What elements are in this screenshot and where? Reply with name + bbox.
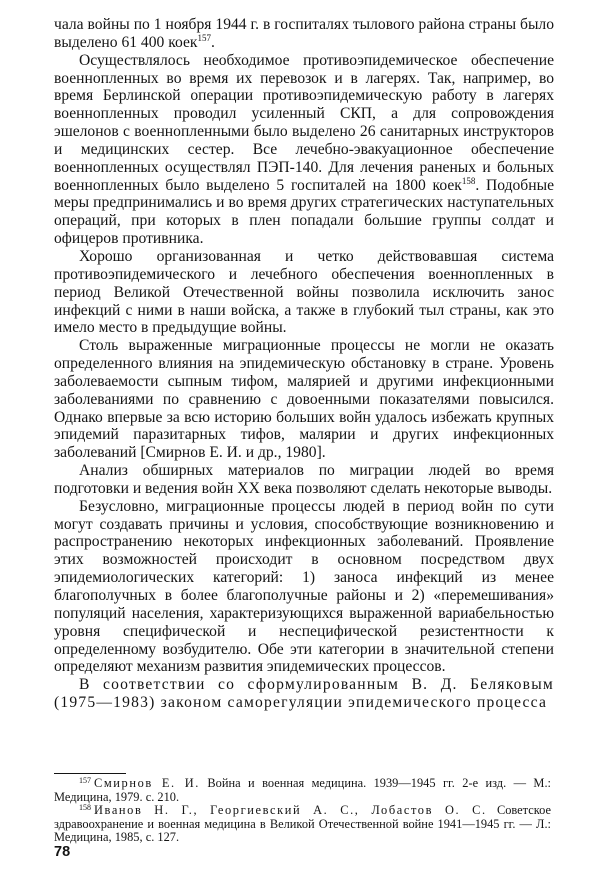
paragraph-1 xyxy=(54,16,554,52)
paragraph-2 xyxy=(54,52,554,248)
paragraph-1-text: чала войны по 1 ноября 1944 г. в госпиталях тылового района страны было выделено 61 400 коек xyxy=(54,16,554,51)
footnote-158 xyxy=(54,804,551,845)
footnote-number: 158 xyxy=(79,803,91,813)
paragraph-3: Хорошо организованная и четко действовавшая система противоэпидемического и лечебного обеспечения военнопленных в период Великой Отечественной войны позволила исключить занос инфекций с ними в наши войска, а также в глубокий тыл страны, как это имело место в предыдущие войны. xyxy=(54,247,554,337)
main-text xyxy=(54,16,554,712)
footnote-divider xyxy=(54,773,126,774)
footnote-157 xyxy=(54,777,551,804)
paragraph-2-text-a: Осуществлялось необходимое противоэпидемическое обеспечение военнопленных во время их перевозок и в лагерях. Так, например, во время Берлинской операции противоэпидемическую работу в лагерях военнопленных проводил усиленный СКП, а для сопровождения эшелонов с военнопленными было выделено 26 санитарных инструкторов и медицинских сестер. Все лечебно-эвакуационное обеспечение военнопленных осуществлял ПЭП-140. Для лечения раненых и больных военнопленных было выделено 5 госпиталей на 1800 коек xyxy=(54,51,554,194)
footnote-author: Иванов Н. Г., Георгиевский А. С., Лобастов О. С. xyxy=(94,803,487,818)
paragraph-6: Безусловно, миграционные процессы людей в период войн по сути могут создавать причины и условия, способствующие возникновению и распространению некоторых инфекционных заболеваний. Проявление этих возможностей происходит в основном посредством двух эпидемиологических категорий: 1) заноса инфекций из менее благополучных в более благополучные районы и 2) «перемешивания» популяций населения, характеризующихся выраженной вариабельностью уровня специфической и неспецифической резистентности к определенному возбудителю. Обе эти категории в значительной степени определяют механизм развития эпидемических процессов. xyxy=(54,497,554,676)
footnote-number: 157 xyxy=(79,776,91,785)
paragraph-1-tail: . xyxy=(211,33,215,51)
page-number: 78 xyxy=(54,844,71,860)
footnotes xyxy=(54,777,551,845)
footnote-ref-158: 158 xyxy=(461,175,476,186)
paragraph-4: Столь выраженные миграционные процессы не могли не оказать определенного влияния на эпидемическую обстановку в стране. Уровень заболеваемости сыпным тифом, малярией и другими инфекционными заболеваниями по сравнению с довоенными показателями повысился. Однако впервые за всю историю больших войн удалось избежать крупных эпидемий паразитарных тифов, малярии и других инфекционных заболеваний [Смирнов Е. И. и др., 1980]. xyxy=(54,337,554,462)
paragraph-7: В соответствии со сформулированным В. Д. Беляковым (1975—1983) законом саморегуляции эпидемического процесса xyxy=(54,676,554,712)
footnote-ref-157: 157 xyxy=(197,32,211,43)
footnote-text: Советское здравоохранение и военная медицина в Великой Отечественной войне 1941—1945 гг. — Л.: Медицина, 1985, с. 127. xyxy=(54,803,551,845)
paragraph-5: Анализ обширных материалов по миграции людей во время подготовки и ведения войн XX века позволяют сделать некоторые выводы. xyxy=(54,462,554,497)
footnote-author: Смирнов Е. И. xyxy=(94,776,200,790)
footnote-text: Война и военная медицина. 1939—1945 гг. 2-е изд. — М.: Медицина, 1979. с. 210. xyxy=(54,776,551,804)
paragraph-2-text-b: . Подобные меры предпринимались и во время других стратегических наступательных операций, при которых в плен попадали большие группы солдат и офицеров противника. xyxy=(54,176,554,248)
